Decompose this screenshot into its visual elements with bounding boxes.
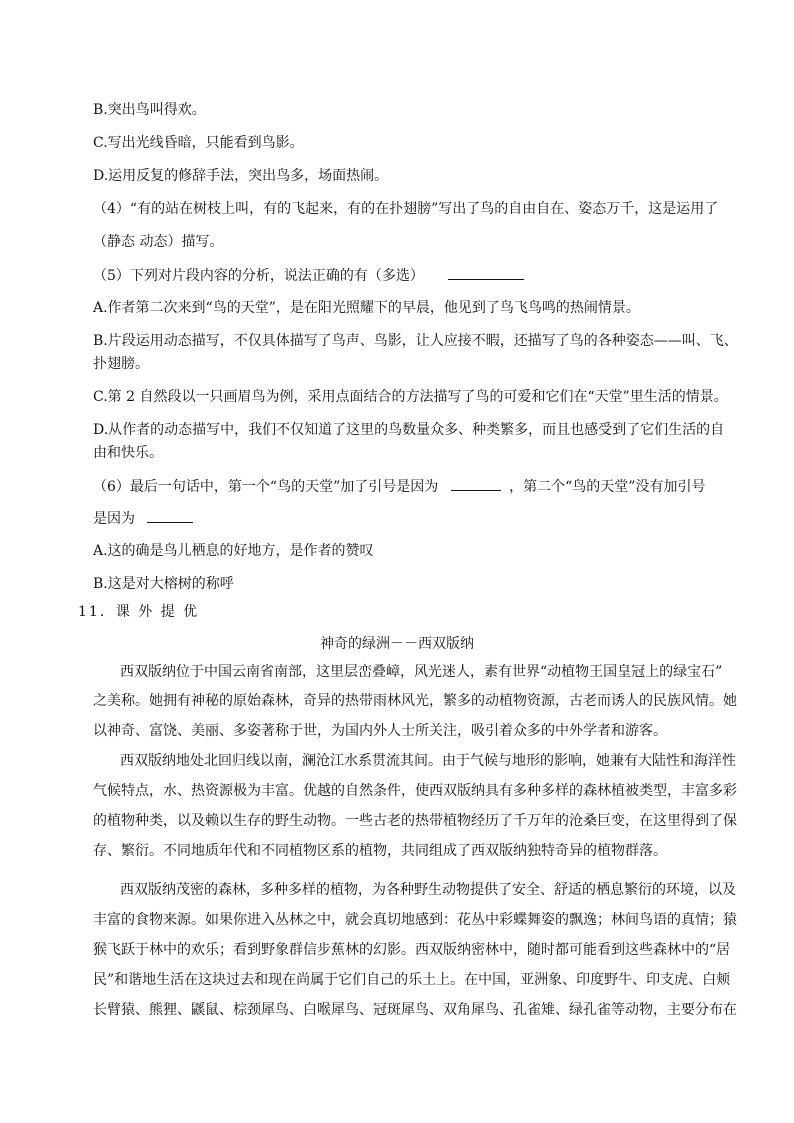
passage-paragraph: 长臂猿、熊狸、鼷鼠、棕颈犀鸟、白喉犀鸟、冠斑犀鸟、双角犀鸟、孔雀雉、绿孔雀等动物，主要分布在 [93, 1002, 737, 1018]
q5-option-b: B.片段运用动态描写，不仅具体描写了鸟声、鸟影，让人应接不暇，还描写了鸟的各种姿态——叫、飞、 [93, 333, 738, 349]
section-11-heading: 11．课 外 提 优 [78, 604, 200, 620]
answer-blank[interactable] [147, 508, 193, 523]
passage-paragraph: 丰富的食物来源。如果你进入丛林之中，就会真切地感到：花丛中彩蝶舞姿的飘逸；林间鸟语的真情；猿 [93, 912, 737, 928]
passage-paragraph: 存、繁衍。不同地质年代和不同植物区系的植物，共同组成了西双版纳独特奇异的植物群落。 [93, 843, 667, 859]
question-4-cont: （静态 动态）描写。 [93, 234, 224, 250]
passage-paragraph: 民”和谐地生活在这块过去和现在尚属于它们自己的乐土上。在中国，亚洲象、印度野牛、印支虎、白颊 [93, 972, 731, 988]
question-6-text-2: ，第二个“鸟的天堂”没有加引号 [509, 479, 706, 495]
passage-paragraph: 西双版纳位于中国云南省南部，这里层峦叠嶂，风光迷人，素有世界“动植物王国皇冠上的绿宝石” [120, 664, 723, 680]
answer-blank[interactable] [448, 265, 524, 280]
question-5 [93, 265, 713, 286]
passage-paragraph: 西双版纳茂密的森林，多种多样的植物，为各种野生动物提供了安全、舒适的栖息繁衍的环境，以及 [120, 882, 736, 898]
passage-paragraph: 以神奇、富饶、美丽、多姿著称于世，为国内外人士所关注，吸引着众多的中外学者和游客。 [93, 723, 667, 739]
option-c: C.写出光线昏暗，只能看到鸟影。 [93, 135, 304, 151]
question-4: （4）“有的站在树枝上叫，有的飞起来，有的在扑翅膀”写出了鸟的自由自在、姿态万千，这是运用了 [93, 201, 719, 217]
passage-paragraph: 西双版纳地处北回归线以南，澜沧江水系贯流其间。由于气候与地形的影响，她兼有大陆性和海洋性 [120, 753, 736, 769]
passage-title: 神奇的绿洲－－西双版纳 [320, 636, 474, 652]
question-6-text-3: 是因为 [93, 511, 135, 527]
q5-option-a: A.作者第二次来到“鸟的天堂”，是在阳光照耀下的早晨，他见到了鸟飞鸟鸣的热闹情景。 [93, 300, 640, 316]
q6-option-a: A.这的确是鸟儿栖息的好地方，是作者的赞叹 [93, 543, 374, 559]
question-6-text: （6）最后一句话中，第一个“鸟的天堂”加了引号是因为 [93, 479, 439, 495]
q5-option-b-cont: 扑翅膀。 [93, 356, 149, 372]
option-d: D.运用反复的修辞手法，突出鸟多，场面热闹。 [93, 168, 389, 184]
passage-paragraph: 的植物种类，以及赖以生存的野生动物。一些古老的热带植物经历了千万年的沧桑巨变，在这里得到了保 [93, 813, 737, 829]
answer-blank[interactable] [451, 476, 501, 491]
option-b: B.突出鸟叫得欢。 [93, 102, 206, 118]
q6-option-b: B.这是对大榕树的称呼 [93, 576, 234, 592]
question-5-text: （5）下列对片段内容的分析，说法正确的有（多选） [93, 268, 424, 284]
q5-option-d: D.从作者的动态描写中，我们不仅知道了这里的鸟数量众多、种类繁多，而且也感受到了它们生活的自 [93, 422, 725, 438]
q5-option-d-cont: 由和快乐。 [93, 445, 163, 461]
q5-option-c: C.第 2 自然段以一只画眉鸟为例，采用点面结合的方法描写了鸟的可爱和它们在“天堂”里生活的情景。 [93, 389, 728, 405]
passage-paragraph: 猴飞跃于林中的欢乐；看到野象群信步蕉林的幻影。西双版纳密林中，随时都可能看到这些森林中的“居 [93, 942, 731, 958]
question-6-cont [93, 508, 713, 529]
question-6 [93, 476, 713, 497]
passage-paragraph: 气候特点，水、热资源极为丰富。优越的自然条件，使西双版纳具有多种多样的森林植被类型，丰富多彩 [93, 783, 737, 799]
passage-paragraph: 之美称。她拥有神秘的原始森林，奇异的热带雨林风光，繁多的动植物资源，古老而诱人的民族风情。她 [93, 693, 737, 709]
